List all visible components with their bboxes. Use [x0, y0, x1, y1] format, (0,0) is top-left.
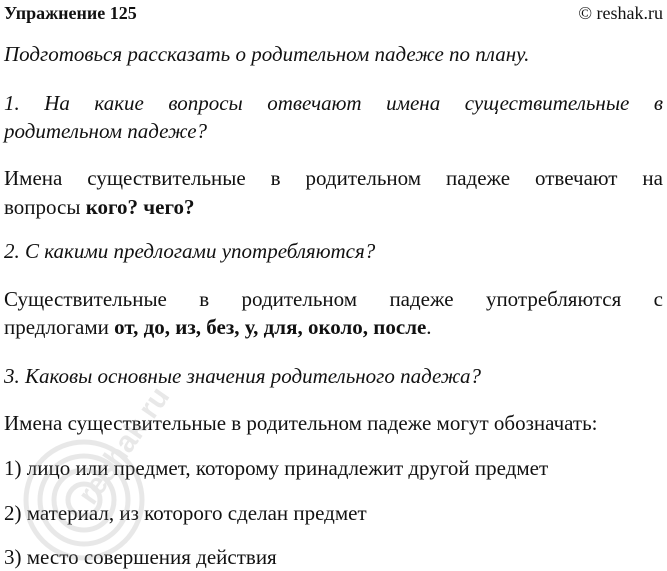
- answer-2-suffix: .: [426, 315, 432, 339]
- answer-1-questions: кого? чего?: [85, 195, 195, 219]
- watermark-text: reshak.ru: [71, 380, 177, 511]
- answer-2-line-2: [4, 313, 663, 341]
- answer-3-intro: Имена существительные в родительном падеже могут обозначать:: [4, 411, 598, 435]
- task-text: Подготовься рассказать о родительном падеже по плану.: [4, 42, 530, 66]
- question-1-line-2: родительном падеже?: [4, 119, 208, 143]
- answer-2-prepositions: от, до, из, без, у, для, около, после: [114, 315, 427, 339]
- answer-1-prefix: вопросы: [4, 195, 86, 219]
- exercise-title: Упражнение 125: [4, 3, 137, 23]
- answer-3-item-3: 3) место совершения действия: [4, 545, 277, 569]
- site-credit: © reshak.ru: [578, 3, 663, 23]
- answer-1-line-2: [4, 193, 663, 221]
- answer-2-prefix: предлогами: [4, 315, 115, 339]
- question-2: 2. С какими предлогами употребляются?: [4, 239, 376, 263]
- header: [4, 0, 663, 28]
- answer-3-item-1: 1) лицо или предмет, которому принадлежит другой предмет: [4, 456, 549, 480]
- answer-1-line-1: Имена существительные в родительном падеже отвечают на: [4, 166, 663, 190]
- question-1-line-1: 1. На какие вопросы отвечают имена существительные в: [4, 91, 663, 115]
- answer-3-item-2: 2) материал, из которого сделан предмет: [4, 501, 367, 525]
- question-3: 3. Каковы основные значения родительного падежа?: [4, 364, 482, 388]
- document-page: [4, 0, 663, 569]
- answer-2-line-1: Существительные в родительном падеже употребляются с: [4, 287, 663, 311]
